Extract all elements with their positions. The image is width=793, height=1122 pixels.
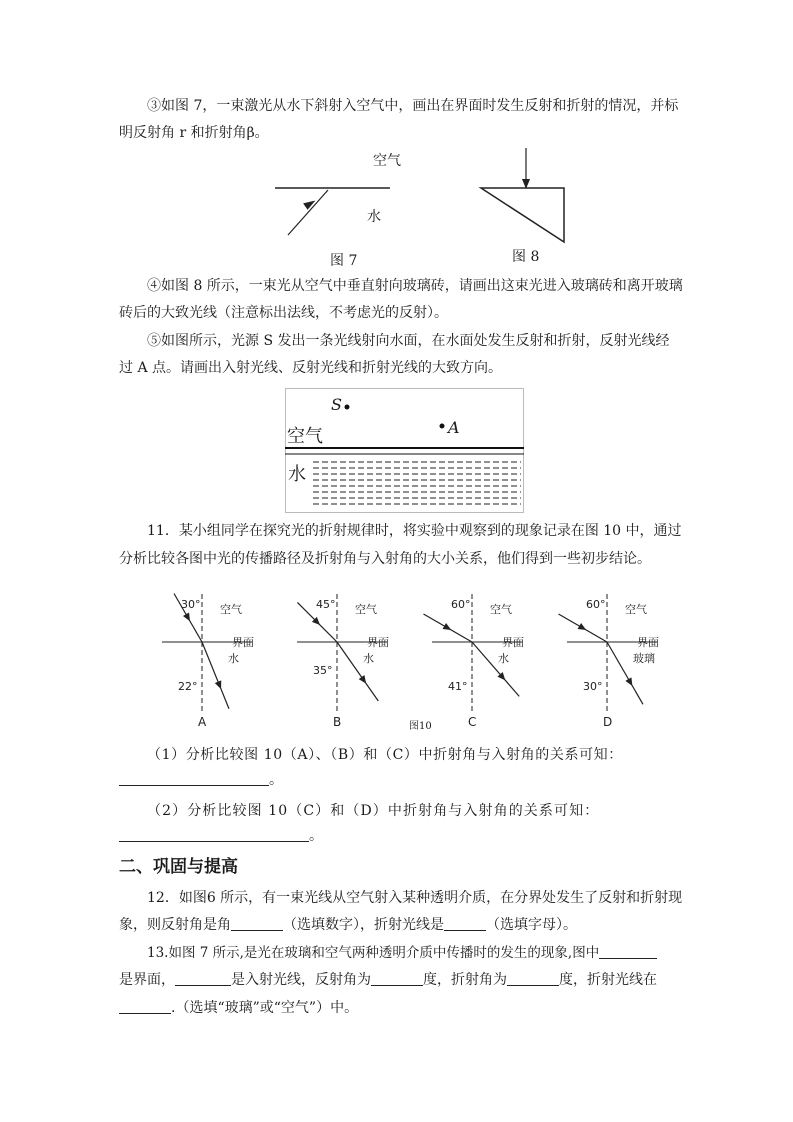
q4-line1: ④如图 8 所示，一束光从空气中垂直射向玻璃砖，请画出这束光进入玻璃砖和离开玻璃 xyxy=(147,278,683,294)
fig7-air-label: 空气 xyxy=(373,153,401,169)
q13-text: 度，折射光线在 xyxy=(559,972,657,988)
q12-text: （选填字母）。 xyxy=(486,917,577,933)
incident-arrow xyxy=(443,623,452,630)
q11-part1-answer xyxy=(119,770,679,790)
panel-letter: D xyxy=(603,715,613,729)
q12-line1: 12．如图6 所示，有一束光线从空气射入某种透明介质，在分界处发生了反射和折射现 xyxy=(147,890,683,906)
q13-text: 是入射光线，反射角为 xyxy=(231,972,371,988)
q12-text: （选填数字），折射光线是 xyxy=(283,917,444,933)
fig8-caption: 图 8 xyxy=(512,249,540,265)
refracted-ray xyxy=(202,642,229,709)
q11-part2-answer xyxy=(119,826,679,846)
q12-text: 象，则反射角是角 xyxy=(119,917,231,933)
q13-text: 度，折射角为 xyxy=(423,972,507,988)
fig7-caption: 图 7 xyxy=(330,253,358,269)
q12-line2 xyxy=(119,915,679,935)
q13-text: 13.如图 7 所示,是光在玻璃和空气两种透明介质中传播时的发生的现象,图中 xyxy=(147,945,600,961)
q13-line2 xyxy=(119,970,679,990)
incident-angle-label: 30° xyxy=(181,598,201,611)
refracted-angle-label: 41° xyxy=(448,680,468,693)
refracted-angle-label: 30° xyxy=(583,680,603,693)
incident-angle-label: 60° xyxy=(586,598,606,611)
interface-label: 界面 xyxy=(367,636,389,649)
upper-medium-label: 空气 xyxy=(625,603,647,616)
refracted-ray xyxy=(472,642,519,696)
q11-part2: （2）分析比较图 10（C）和（D）中折射角与入射角的关系可知： xyxy=(147,803,600,819)
answer-blank[interactable] xyxy=(119,827,309,842)
fig7-water-label: 水 xyxy=(367,209,381,225)
q11-part1: （1）分析比较图 10（A）、（B）和（C）中折射角与入射角的关系可知： xyxy=(147,747,623,763)
figure-source-water xyxy=(285,388,525,513)
q13-line3 xyxy=(119,998,679,1018)
figS-air-label: 空气 xyxy=(287,426,323,447)
q11-line2: 分析比较各图中光的传播路径及折射角与入射角的大小关系，他们得到一些初步结论。 xyxy=(119,551,651,567)
q3-line1: ③如图 7，一束激光从水下斜射入空气中，画出在界面时发生反射和折射的情况，并标 xyxy=(147,98,679,114)
period: 。 xyxy=(269,772,283,788)
answer-blank[interactable] xyxy=(119,999,171,1014)
interface-label: 界面 xyxy=(637,636,659,649)
upper-medium-label: 空气 xyxy=(220,603,242,616)
refracted-angle-label: 22° xyxy=(178,680,198,693)
figure-8 xyxy=(478,145,570,245)
refracted-ray xyxy=(337,642,378,701)
q3-line2: 明反射角 r 和折射角β。 xyxy=(119,125,269,141)
incident-arrow xyxy=(183,613,190,622)
incident-angle-label: 45° xyxy=(316,598,336,611)
q13-text: .（选填“玻璃”或“空气”）中。 xyxy=(171,1000,359,1016)
fig10-caption: 图10 xyxy=(409,721,432,732)
refracted-angle-label: 35° xyxy=(313,664,333,677)
interface-label: 界面 xyxy=(232,636,254,649)
lower-medium-label: 水 xyxy=(228,652,239,665)
interface-label: 界面 xyxy=(502,636,524,649)
answer-blank[interactable] xyxy=(231,916,283,931)
upper-medium-label: 空气 xyxy=(490,603,512,616)
answer-blank[interactable] xyxy=(444,916,486,931)
point-a-label: A xyxy=(448,418,460,437)
q13-text: 是界面， xyxy=(119,972,175,988)
answer-blank[interactable] xyxy=(175,971,231,986)
answer-blank[interactable] xyxy=(507,971,559,986)
lower-medium-label: 水 xyxy=(363,652,374,665)
panel-letter: A xyxy=(198,715,207,729)
answer-blank[interactable] xyxy=(119,771,269,786)
incident-arrow xyxy=(578,623,587,630)
refracted-arrow xyxy=(625,677,632,686)
incident-angle-label: 60° xyxy=(451,598,471,611)
figS-water-label: 水 xyxy=(288,464,306,485)
upper-medium-label: 空气 xyxy=(355,603,377,616)
refracted-arrow xyxy=(359,675,366,684)
period: 。 xyxy=(309,828,323,844)
q11-line1: 11．某小组同学在探究光的折射规律时，将实验中观察到的现象记录在图 10 中，通过 xyxy=(147,523,682,539)
section-heading: 二、巩固与提高 xyxy=(119,857,238,877)
lower-medium-label: 玻璃 xyxy=(633,652,655,665)
q5-line2: 过 A 点。请画出入射光线、反射光线和折射光线的大致方向。 xyxy=(119,360,503,376)
panel-letter: B xyxy=(333,715,342,729)
q4-line2: 砖后的大致光线（注意标出法线，不考虑光的反射）。 xyxy=(119,305,448,321)
lower-medium-label: 水 xyxy=(498,652,509,665)
answer-blank[interactable] xyxy=(371,971,423,986)
q13-line1 xyxy=(147,943,707,963)
q5-line1: ⑤如图所示，光源 S 发出一条光线射向水面，在水面处发生反射和折射，反射光线经 xyxy=(147,333,670,349)
panel-letter: C xyxy=(468,715,477,729)
source-s-label: S xyxy=(331,395,342,414)
answer-blank[interactable] xyxy=(599,944,657,959)
